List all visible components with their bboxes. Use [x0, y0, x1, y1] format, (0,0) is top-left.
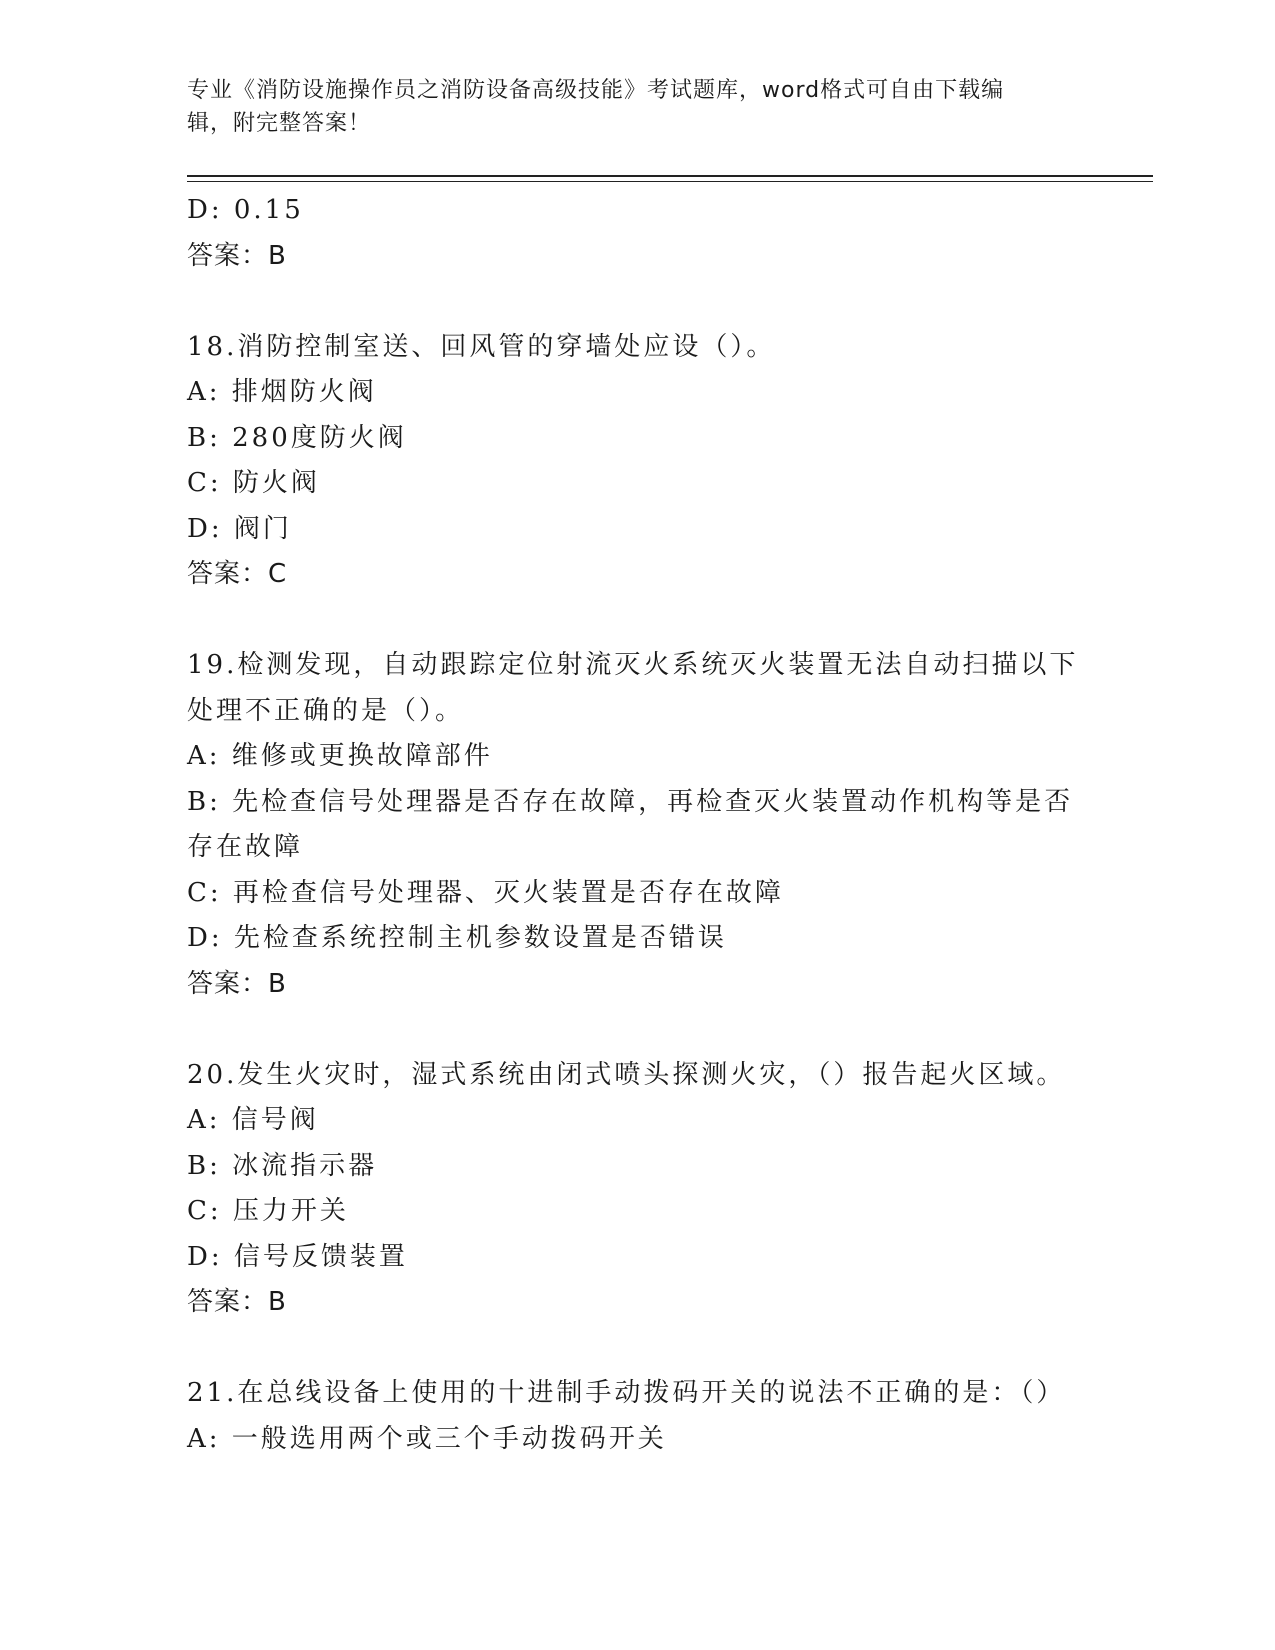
option-c: C: 压力开关	[187, 1196, 349, 1226]
question-18	[187, 325, 1087, 598]
question-stem: 19.检测发现，自动跟踪定位射流灭火系统灭火装置无法自动扫描以下	[187, 650, 1079, 680]
question-content	[187, 188, 1087, 1462]
question-stem: 18.消防控制室送、回风管的穿墙处应设（）。	[187, 331, 776, 362]
option-b-continued: 存在故障	[187, 832, 304, 862]
option-b: B: 冰流指示器	[187, 1150, 378, 1181]
option-d: D: 先检查系统控制主机参数设置是否错误	[187, 923, 727, 953]
option-a: A: 排烟防火阀	[187, 377, 377, 407]
spacer	[187, 598, 1087, 644]
option-b: B: 280度防火阀	[187, 422, 407, 453]
document-header	[187, 74, 1067, 140]
option-d: D: 阀门	[187, 513, 292, 544]
answer-line: 答案：B	[187, 1287, 287, 1317]
question-stem-continued: 处理不正确的是（）。	[187, 695, 465, 726]
question-19	[187, 643, 1087, 1007]
option-a: A: 维修或更换故障部件	[187, 741, 493, 771]
header-divider-thick	[187, 175, 1153, 177]
spacer	[187, 279, 1087, 325]
lead-option-d: D: 0.15	[187, 195, 304, 225]
question-20	[187, 1053, 1087, 1326]
option-a: A: 一般选用两个或三个手动拨码开关	[187, 1423, 667, 1454]
answer-line: 答案：B	[187, 968, 287, 999]
lead-answer: 答案：B	[187, 240, 287, 271]
answer-line: 答案：C	[187, 559, 288, 589]
question-stem: 20.发生火灾时，湿式系统由闭式喷头探测火灾，（）报告起火区域。	[187, 1059, 1066, 1090]
spacer	[187, 1326, 1087, 1372]
header-line-2: 辑，附完整答案！	[187, 111, 372, 136]
header-divider-thin	[187, 181, 1153, 182]
option-c: C: 防火阀	[187, 468, 320, 498]
question-stem: 21.在总线设备上使用的十进制手动拨码开关的说法不正确的是：（）	[187, 1378, 1066, 1408]
header-line-1: 专业《消防设施操作员之消防设备高级技能》考试题库，word格式可自由下载编	[187, 78, 1005, 103]
spacer	[187, 1007, 1087, 1053]
option-d: D: 信号反馈装置	[187, 1241, 408, 1272]
option-a: A: 信号阀	[187, 1105, 319, 1135]
option-b: B: 先检查信号处理器是否存在故障，再检查灭火装置动作机构等是否	[187, 786, 1074, 817]
question-21	[187, 1371, 1087, 1462]
option-c: C: 再检查信号处理器、灭火装置是否存在故障	[187, 877, 784, 908]
